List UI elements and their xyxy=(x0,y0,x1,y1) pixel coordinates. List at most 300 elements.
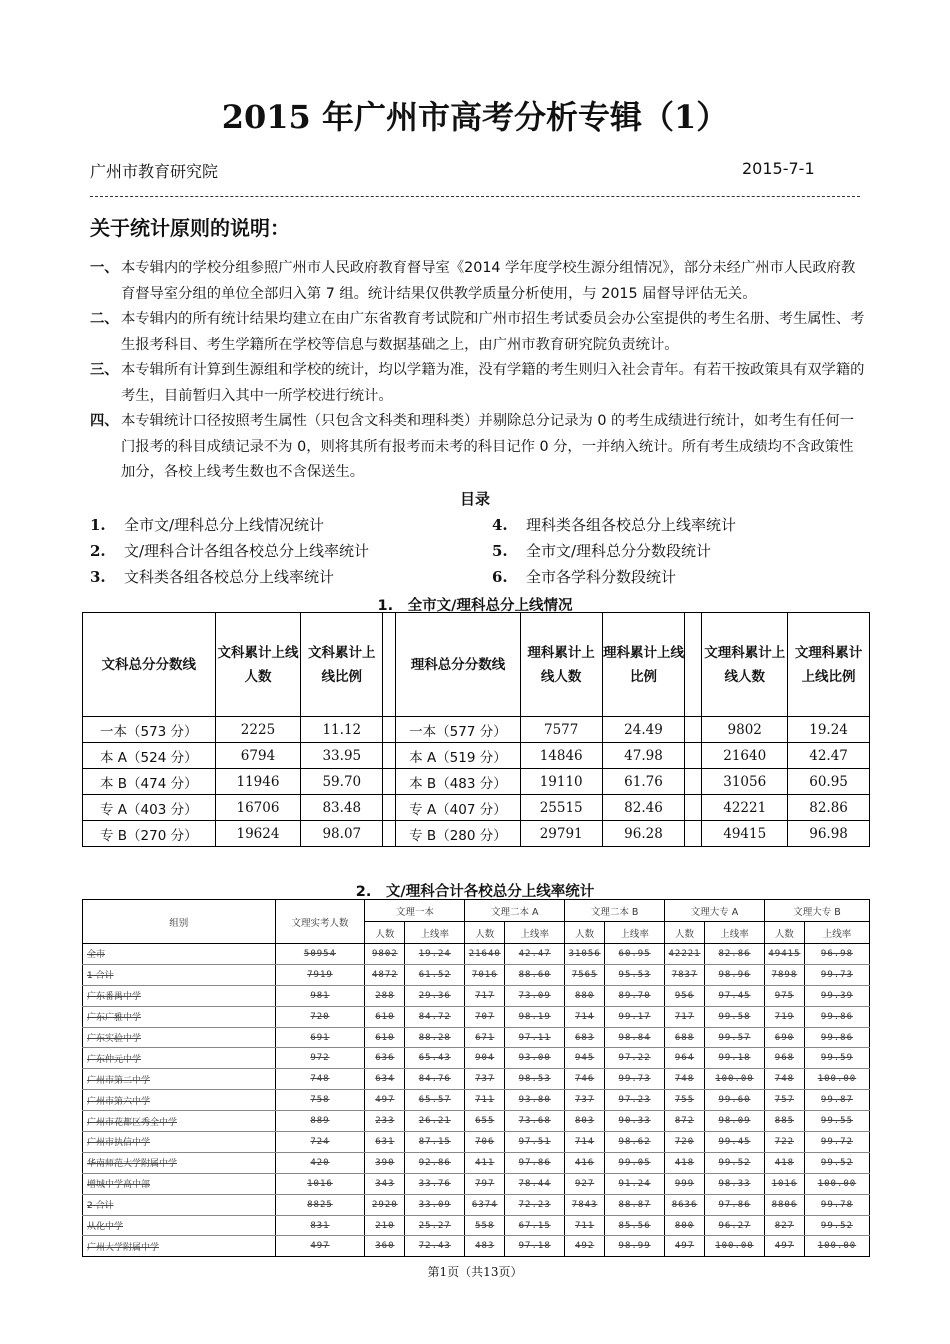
table-row xyxy=(83,1236,870,1257)
band-rate: 88.28 xyxy=(405,1027,465,1048)
column-gap xyxy=(685,717,702,743)
table-row xyxy=(83,795,870,821)
band-count: 42221 xyxy=(665,944,705,965)
toc-number: 5. xyxy=(492,542,508,560)
band-count: 690 xyxy=(764,1027,804,1048)
cell-ar: 60.95 xyxy=(788,769,870,795)
col-wk-line: 文科总分分数线 xyxy=(83,613,216,717)
band-rate: 99.05 xyxy=(605,1152,665,1173)
band-rate: 97.86 xyxy=(505,1152,565,1173)
subheader-rate: 上线率 xyxy=(804,922,869,944)
toc-number: 1. xyxy=(90,516,106,534)
total-count: 724 xyxy=(275,1132,365,1153)
col-lk-ratio: 理科累计上线比例 xyxy=(602,613,685,717)
band-rate: 61.52 xyxy=(405,964,465,985)
cell-ll: 一本（577 分） xyxy=(396,717,521,743)
toc-label: 全市各学科分数段统计 xyxy=(526,568,677,586)
band-rate: 100.00 xyxy=(705,1069,765,1090)
band-rate: 73.68 xyxy=(505,1111,565,1132)
band-rate: 78.44 xyxy=(505,1173,565,1194)
subheader-count: 人数 xyxy=(565,922,605,944)
toc-item[interactable] xyxy=(492,514,736,535)
band-rate: 99.57 xyxy=(705,1027,765,1048)
total-count: 7919 xyxy=(275,964,365,985)
band-rate: 98.09 xyxy=(705,1111,765,1132)
band-count: 717 xyxy=(465,985,505,1006)
toc-label: 全市文/理科总分上线情况统计 xyxy=(124,516,325,534)
school-name: 全市 xyxy=(83,944,276,965)
school-name: 广东广雅中学 xyxy=(83,1006,276,1027)
band-rate: 33.09 xyxy=(405,1194,465,1215)
rule-item xyxy=(90,256,865,307)
band-count: 497 xyxy=(764,1236,804,1257)
table-row xyxy=(83,769,870,795)
school-name: 广东仲元中学 xyxy=(83,1048,276,1069)
total-count: 50954 xyxy=(275,944,365,965)
band-rate: 99.72 xyxy=(804,1132,869,1153)
band-rate: 89.70 xyxy=(605,985,665,1006)
band-count: 636 xyxy=(365,1048,405,1069)
band-rate: 72.43 xyxy=(405,1236,465,1257)
col-total: 文理实考人数 xyxy=(275,900,365,944)
toc-number: 6. xyxy=(492,568,508,586)
subheader-rate: 上线率 xyxy=(605,922,665,944)
band-count: 757 xyxy=(764,1090,804,1111)
band-count: 411 xyxy=(465,1152,505,1173)
band-rate: 42.47 xyxy=(505,944,565,965)
cell-wr: 33.95 xyxy=(301,743,383,769)
column-gap xyxy=(685,743,702,769)
rule-item xyxy=(90,358,865,409)
band-count: 714 xyxy=(565,1132,605,1153)
school-name: 广州市执信中学 xyxy=(83,1132,276,1153)
subheader-count: 人数 xyxy=(465,922,505,944)
school-rate-table xyxy=(82,899,870,1257)
column-gap xyxy=(685,769,702,795)
cell-ac: 42221 xyxy=(702,795,788,821)
band-count: 748 xyxy=(665,1069,705,1090)
table-row xyxy=(83,743,870,769)
band-count: 719 xyxy=(764,1006,804,1027)
table1-caption: 1. 全市文/理科总分上线情况 xyxy=(377,598,573,614)
band-count: 671 xyxy=(465,1027,505,1048)
total-count: 972 xyxy=(275,1048,365,1069)
band-count: 631 xyxy=(365,1132,405,1153)
col-all-ratio: 文理科累计上线比例 xyxy=(788,613,870,717)
band-count: 717 xyxy=(665,1006,705,1027)
band-rate: 99.73 xyxy=(804,964,869,985)
band-count: 956 xyxy=(665,985,705,1006)
table-row xyxy=(83,1215,870,1236)
cell-wc: 19624 xyxy=(215,821,301,847)
band-rate: 97.11 xyxy=(505,1027,565,1048)
total-count: 981 xyxy=(275,985,365,1006)
band-count: 655 xyxy=(465,1111,505,1132)
band-count: 610 xyxy=(365,1027,405,1048)
band-rate: 98.62 xyxy=(605,1132,665,1153)
col-wk-count: 文科累计上线人数 xyxy=(215,613,301,717)
column-gap xyxy=(383,769,396,795)
total-count: 691 xyxy=(275,1027,365,1048)
cell-lr: 61.76 xyxy=(602,769,685,795)
toc-item[interactable] xyxy=(492,540,711,561)
total-count: 497 xyxy=(275,1236,365,1257)
band-count: 722 xyxy=(764,1132,804,1153)
cell-ac: 49415 xyxy=(702,821,788,847)
toc-label: 全市文/理科总分分数段统计 xyxy=(526,542,712,560)
school-name: 广东实验中学 xyxy=(83,1027,276,1048)
column-gap xyxy=(685,821,702,847)
col-all-count: 文理科累计上线人数 xyxy=(702,613,788,717)
band-rate: 97.23 xyxy=(605,1090,665,1111)
band-rate: 99.78 xyxy=(804,1194,869,1215)
cell-ar: 42.47 xyxy=(788,743,870,769)
band-count: 683 xyxy=(565,1027,605,1048)
school-name: 从化中学 xyxy=(83,1215,276,1236)
band-rate: 97.45 xyxy=(705,985,765,1006)
column-gap xyxy=(685,613,702,717)
school-name: 1 合计 xyxy=(83,964,276,985)
school-name: 广州大学附属中学 xyxy=(83,1236,276,1257)
band-rate: 73.09 xyxy=(505,985,565,1006)
cell-ll: 专 B（280 分） xyxy=(396,821,521,847)
band-rate: 99.17 xyxy=(605,1006,665,1027)
band-count: 634 xyxy=(365,1069,405,1090)
cell-wr: 11.12 xyxy=(301,717,383,743)
band-count: 737 xyxy=(565,1090,605,1111)
band-rate: 96.98 xyxy=(804,944,869,965)
band-count: 6374 xyxy=(465,1194,505,1215)
rule-item xyxy=(90,307,865,358)
band-rate: 26.21 xyxy=(405,1111,465,1132)
table-row xyxy=(83,1090,870,1111)
cell-lr: 24.49 xyxy=(602,717,685,743)
publish-date: 2015-7-1 xyxy=(742,159,815,178)
band-count: 904 xyxy=(465,1048,505,1069)
band-count: 800 xyxy=(665,1215,705,1236)
toc-item[interactable] xyxy=(90,514,324,535)
cell-wc: 2225 xyxy=(215,717,301,743)
band-rate: 100.00 xyxy=(804,1236,869,1257)
dashed-divider xyxy=(90,196,860,197)
table-row xyxy=(83,1048,870,1069)
column-gap xyxy=(383,743,396,769)
school-name: 广州市第二中学 xyxy=(83,1069,276,1090)
table-row xyxy=(83,1152,870,1173)
cell-ll: 本 A（519 分） xyxy=(396,743,521,769)
subheader-count: 人数 xyxy=(764,922,804,944)
table-row xyxy=(83,1132,870,1153)
band-count: 797 xyxy=(465,1173,505,1194)
cell-ar: 96.98 xyxy=(788,821,870,847)
band-rate: 65.43 xyxy=(405,1048,465,1069)
band-count: 927 xyxy=(565,1173,605,1194)
band-rate: 95.53 xyxy=(605,964,665,985)
table-row xyxy=(83,1111,870,1132)
school-name: 广东番禺中学 xyxy=(83,985,276,1006)
band-rate: 100.00 xyxy=(804,1069,869,1090)
column-gap xyxy=(383,795,396,821)
rule-number: 一、 xyxy=(90,260,119,276)
band-rate: 98.99 xyxy=(605,1236,665,1257)
band-rate: 85.56 xyxy=(605,1215,665,1236)
rule-text: 本专辑内的学校分组参照广州市人民政府教育督导室《2014 学年度学校生源分组情况》，部分未经广州市人民政府教育督导室分组的单位全部归入第 7 组。统计结果仅供教学质量分析使用，与 2015 届督导评估无关。 xyxy=(121,260,856,302)
cell-lc: 29791 xyxy=(520,821,602,847)
band-count: 880 xyxy=(565,985,605,1006)
table-row xyxy=(83,1027,870,1048)
school-name: 2 合计 xyxy=(83,1194,276,1215)
band-rate: 19.24 xyxy=(405,944,465,965)
band-count: 418 xyxy=(764,1152,804,1173)
band-count: 7016 xyxy=(465,964,505,985)
cell-lr: 47.98 xyxy=(602,743,685,769)
band-rate: 90.33 xyxy=(605,1111,665,1132)
band-rate: 99.73 xyxy=(605,1069,665,1090)
band-rate: 65.57 xyxy=(405,1090,465,1111)
band-rate: 67.15 xyxy=(505,1215,565,1236)
col-lk-count: 理科累计上线人数 xyxy=(520,613,602,717)
band-rate: 25.27 xyxy=(405,1215,465,1236)
band-count: 21640 xyxy=(465,944,505,965)
total-count: 8825 xyxy=(275,1194,365,1215)
table-row xyxy=(83,821,870,847)
column-gap xyxy=(383,613,396,717)
rule-number: 二、 xyxy=(90,311,119,327)
cell-wl: 专 A（403 分） xyxy=(83,795,216,821)
cell-wl: 本 B（474 分） xyxy=(83,769,216,795)
band-header: 文理二本 A xyxy=(465,900,565,922)
band-count: 999 xyxy=(665,1173,705,1194)
toc-number: 2. xyxy=(90,542,106,560)
cell-ll: 专 A（407 分） xyxy=(396,795,521,821)
total-count: 1016 xyxy=(275,1173,365,1194)
cell-wc: 16706 xyxy=(215,795,301,821)
band-count: 1016 xyxy=(764,1173,804,1194)
cell-lc: 19110 xyxy=(520,769,602,795)
column-gap xyxy=(383,821,396,847)
band-count: 755 xyxy=(665,1090,705,1111)
toc-item[interactable] xyxy=(90,540,369,561)
toc-number: 3. xyxy=(90,568,106,586)
band-header: 文理一本 xyxy=(365,900,465,922)
band-rate: 91.24 xyxy=(605,1173,665,1194)
cell-lc: 7577 xyxy=(520,717,602,743)
total-count: 748 xyxy=(275,1069,365,1090)
band-count: 416 xyxy=(565,1152,605,1173)
band-count: 8806 xyxy=(764,1194,804,1215)
band-rate: 99.59 xyxy=(804,1048,869,1069)
toc-title: 目录 xyxy=(459,490,490,508)
band-rate: 84.72 xyxy=(405,1006,465,1027)
band-rate: 98.84 xyxy=(605,1027,665,1048)
band-rate: 99.60 xyxy=(705,1090,765,1111)
band-count: 49415 xyxy=(764,944,804,965)
col-wk-ratio: 文科累计上线比例 xyxy=(301,613,383,717)
band-count: 827 xyxy=(764,1215,804,1236)
band-count: 418 xyxy=(665,1152,705,1173)
rule-item xyxy=(90,409,865,486)
band-count: 748 xyxy=(764,1069,804,1090)
band-rate: 99.55 xyxy=(804,1111,869,1132)
section-heading: 关于统计原则的说明： xyxy=(90,216,290,240)
subheader-rate: 上线率 xyxy=(705,922,765,944)
band-count: 711 xyxy=(565,1215,605,1236)
band-rate: 99.52 xyxy=(804,1152,869,1173)
toc-label: 文/理科合计各组各校总分上线率统计 xyxy=(124,542,370,560)
table-row xyxy=(83,944,870,965)
band-count: 872 xyxy=(665,1111,705,1132)
band-rate: 99.18 xyxy=(705,1048,765,1069)
band-rate: 97.51 xyxy=(505,1132,565,1153)
band-rate: 100.00 xyxy=(705,1236,765,1257)
band-count: 707 xyxy=(465,1006,505,1027)
score-line-table xyxy=(82,612,870,847)
band-header: 文理大专 A xyxy=(665,900,765,922)
band-rate: 99.86 xyxy=(804,1006,869,1027)
band-count: 711 xyxy=(465,1090,505,1111)
band-count: 390 xyxy=(365,1152,405,1173)
band-rate: 87.15 xyxy=(405,1132,465,1153)
cell-lr: 82.46 xyxy=(602,795,685,821)
band-count: 7565 xyxy=(565,964,605,985)
band-count: 968 xyxy=(764,1048,804,1069)
band-rate: 97.18 xyxy=(505,1236,565,1257)
table-row xyxy=(83,717,870,743)
band-count: 2920 xyxy=(365,1194,405,1215)
band-rate: 98.96 xyxy=(705,964,765,985)
cell-ac: 21640 xyxy=(702,743,788,769)
band-rate: 99.52 xyxy=(705,1152,765,1173)
column-gap xyxy=(685,795,702,821)
band-count: 343 xyxy=(365,1173,405,1194)
cell-wc: 11946 xyxy=(215,769,301,795)
school-name: 广州市第六中学 xyxy=(83,1090,276,1111)
band-count: 233 xyxy=(365,1111,405,1132)
band-header: 文理二本 B xyxy=(565,900,665,922)
cell-lc: 14846 xyxy=(520,743,602,769)
band-count: 4872 xyxy=(365,964,405,985)
cell-ar: 82.86 xyxy=(788,795,870,821)
band-rate: 99.45 xyxy=(705,1132,765,1153)
table-row xyxy=(83,1069,870,1090)
band-rate: 97.22 xyxy=(605,1048,665,1069)
cell-ll: 本 B（483 分） xyxy=(396,769,521,795)
table-row xyxy=(83,1006,870,1027)
toc-item[interactable] xyxy=(492,566,676,587)
band-count: 803 xyxy=(565,1111,605,1132)
band-rate: 29.36 xyxy=(405,985,465,1006)
page-footer: 第1页（共13页） xyxy=(427,1265,523,1279)
rule-text: 本专辑所有计算到生源组和学校的统计，均以学籍为准，没有学籍的考生则归入社会青年。有若干按政策具有双学籍的考生，目前暂归入其中一所学校进行统计。 xyxy=(121,362,865,404)
organization: 广州市教育研究院 xyxy=(90,162,219,181)
table-row xyxy=(83,1194,870,1215)
toc-item[interactable] xyxy=(90,566,334,587)
band-count: 688 xyxy=(665,1027,705,1048)
cell-wl: 一本（573 分） xyxy=(83,717,216,743)
cell-wr: 98.07 xyxy=(301,821,383,847)
band-count: 483 xyxy=(465,1236,505,1257)
band-rate: 99.58 xyxy=(705,1006,765,1027)
school-name: 华南师范大学附属中学 xyxy=(83,1152,276,1173)
band-rate: 96.27 xyxy=(705,1215,765,1236)
band-count: 7837 xyxy=(665,964,705,985)
table-row xyxy=(83,985,870,1006)
school-name: 增城中学高中部 xyxy=(83,1173,276,1194)
subheader-count: 人数 xyxy=(665,922,705,944)
band-count: 31056 xyxy=(565,944,605,965)
band-rate: 93.00 xyxy=(505,1048,565,1069)
band-rate: 98.33 xyxy=(705,1173,765,1194)
band-count: 288 xyxy=(365,985,405,1006)
page-title: 2015 年广州市高考分析专辑（1） xyxy=(221,98,729,136)
band-rate: 60.95 xyxy=(605,944,665,965)
band-count: 9802 xyxy=(365,944,405,965)
band-rate: 84.76 xyxy=(405,1069,465,1090)
band-count: 964 xyxy=(665,1048,705,1069)
band-count: 975 xyxy=(764,985,804,1006)
col-lk-line: 理科总分分数线 xyxy=(396,613,521,717)
subheader-rate: 上线率 xyxy=(405,922,465,944)
band-count: 497 xyxy=(365,1090,405,1111)
cell-wr: 59.70 xyxy=(301,769,383,795)
toc-label: 理科类各组各校总分上线率统计 xyxy=(526,516,737,534)
band-rate: 99.87 xyxy=(804,1090,869,1111)
cell-ac: 31056 xyxy=(702,769,788,795)
band-rate: 88.60 xyxy=(505,964,565,985)
col-group: 组别 xyxy=(83,900,276,944)
band-rate: 88.87 xyxy=(605,1194,665,1215)
column-gap xyxy=(383,717,396,743)
band-rate: 93.80 xyxy=(505,1090,565,1111)
band-count: 720 xyxy=(665,1132,705,1153)
rule-text: 本专辑统计口径按照考生属性（只包含文科类和理科类）并剔除总分记录为 0 的考生成绩进行统计，如考生有任何一门报考的科目成绩记录不为 0，则将其所有报考而未考的科目记作 0 分，一并纳入统计。所有考生成绩均不含政策性加分，各校上线考生数也不含保送生。 xyxy=(121,413,855,480)
band-rate: 98.19 xyxy=(505,1006,565,1027)
band-count: 945 xyxy=(565,1048,605,1069)
toc-number: 4. xyxy=(492,516,508,534)
rules-list xyxy=(90,256,865,486)
band-rate: 92.86 xyxy=(405,1152,465,1173)
rule-number: 三、 xyxy=(90,362,119,378)
rule-number: 四、 xyxy=(90,413,119,429)
cell-lr: 96.28 xyxy=(602,821,685,847)
band-count: 714 xyxy=(565,1006,605,1027)
table-row xyxy=(83,964,870,985)
subheader-rate: 上线率 xyxy=(505,922,565,944)
cell-wl: 专 B（270 分） xyxy=(83,821,216,847)
table2-caption: 2. 文/理科合计各校总分上线率统计 xyxy=(355,884,595,900)
band-count: 360 xyxy=(365,1236,405,1257)
rule-text: 本专辑内的所有统计结果均建立在由广东省教育考试院和广州市招生考试委员会办公室提供的考生名册、考生属性、考生报考科目、考生学籍所在学校等信息与数据基础之上，由广州市教育研究院负责统计。 xyxy=(121,311,865,353)
cell-lc: 25515 xyxy=(520,795,602,821)
band-rate: 99.86 xyxy=(804,1027,869,1048)
total-count: 420 xyxy=(275,1152,365,1173)
band-count: 210 xyxy=(365,1215,405,1236)
total-count: 889 xyxy=(275,1111,365,1132)
cell-wr: 83.48 xyxy=(301,795,383,821)
cell-wc: 6794 xyxy=(215,743,301,769)
band-rate: 72.23 xyxy=(505,1194,565,1215)
band-count: 7898 xyxy=(764,964,804,985)
band-header: 文理大专 B xyxy=(764,900,869,922)
toc-label: 文科类各组各校总分上线率统计 xyxy=(124,568,335,586)
band-count: 706 xyxy=(465,1132,505,1153)
band-rate: 99.52 xyxy=(804,1215,869,1236)
band-count: 492 xyxy=(565,1236,605,1257)
total-count: 831 xyxy=(275,1215,365,1236)
band-count: 885 xyxy=(764,1111,804,1132)
band-count: 558 xyxy=(465,1215,505,1236)
total-count: 720 xyxy=(275,1006,365,1027)
